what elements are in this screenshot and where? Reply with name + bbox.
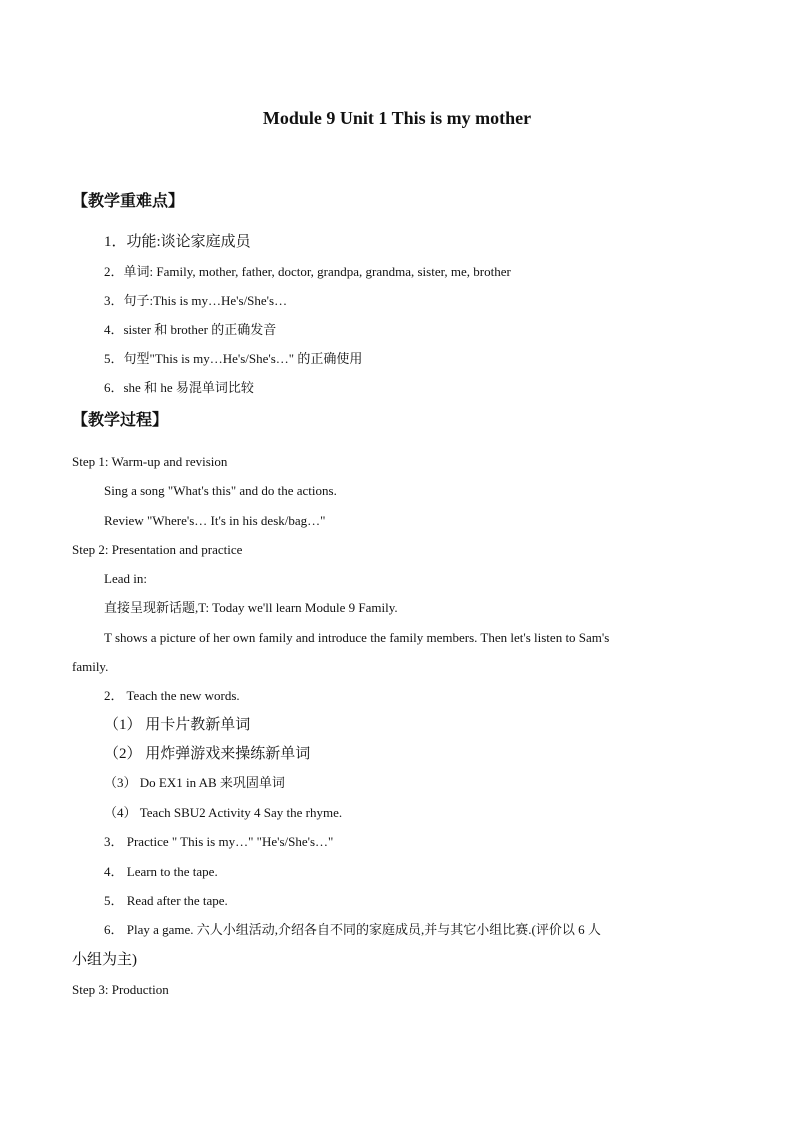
- key-point-item: 2．单词: Family, mother, father, doctor, grandpa, grandma, sister, me, brother: [104, 264, 511, 279]
- page-title: Module 9 Unit 1 This is my mother: [262, 108, 532, 128]
- process-line: （2） 用炸弹游戏来操练新单词: [104, 746, 311, 762]
- process-line: 2． Teach the new words.: [104, 688, 240, 703]
- process-line: （3） Do EX1 in AB 来巩固单词: [104, 775, 285, 790]
- section-heading-process: 【教学过程】: [72, 412, 169, 429]
- process-line: family.: [72, 659, 109, 674]
- key-point-item: 4．sister 和 brother 的正确发音: [104, 322, 277, 337]
- process-line: 直接呈现新话题,T: Today we'll learn Module 9 Family.: [104, 600, 398, 615]
- key-point-item: 1．功能:谈论家庭成员: [104, 234, 251, 250]
- key-point-item: 6．she 和 he 易混单词比较: [104, 380, 254, 395]
- section-heading-key-points: 【教学重难点】: [72, 193, 185, 210]
- key-point-item: 3．句子:This is my…He's/She's…: [104, 293, 288, 308]
- process-line: 小组为主): [72, 952, 137, 968]
- process-line: Lead in:: [104, 571, 147, 586]
- step-heading: Step 3: Production: [72, 982, 169, 997]
- step-heading: Step 1: Warm-up and revision: [72, 454, 228, 469]
- process-line: 3． Practice " This is my…" "He's/She's…": [104, 834, 334, 849]
- process-line: （1） 用卡片教新单词: [104, 717, 251, 733]
- process-line: Review "Where's… It's in his desk/bag…": [104, 513, 326, 528]
- process-line: Sing a song "What's this" and do the actions.: [104, 483, 337, 498]
- process-line: （4） Teach SBU2 Activity 4 Say the rhyme.: [104, 805, 343, 820]
- process-line: T shows a picture of her own family and introduce the family members. Then let's listen to Sam's: [104, 630, 610, 645]
- process-line: 5． Read after the tape.: [104, 893, 228, 908]
- process-line: 4． Learn to the tape.: [104, 864, 218, 879]
- step-heading: Step 2: Presentation and practice: [72, 542, 243, 557]
- process-line: 6． Play a game. 六人小组活动,介绍各自不同的家庭成员,并与其它小组比赛.(评价以 6 人: [104, 922, 601, 937]
- key-point-item: 5．句型"This is my…He's/She's…" 的正确使用: [104, 351, 363, 366]
